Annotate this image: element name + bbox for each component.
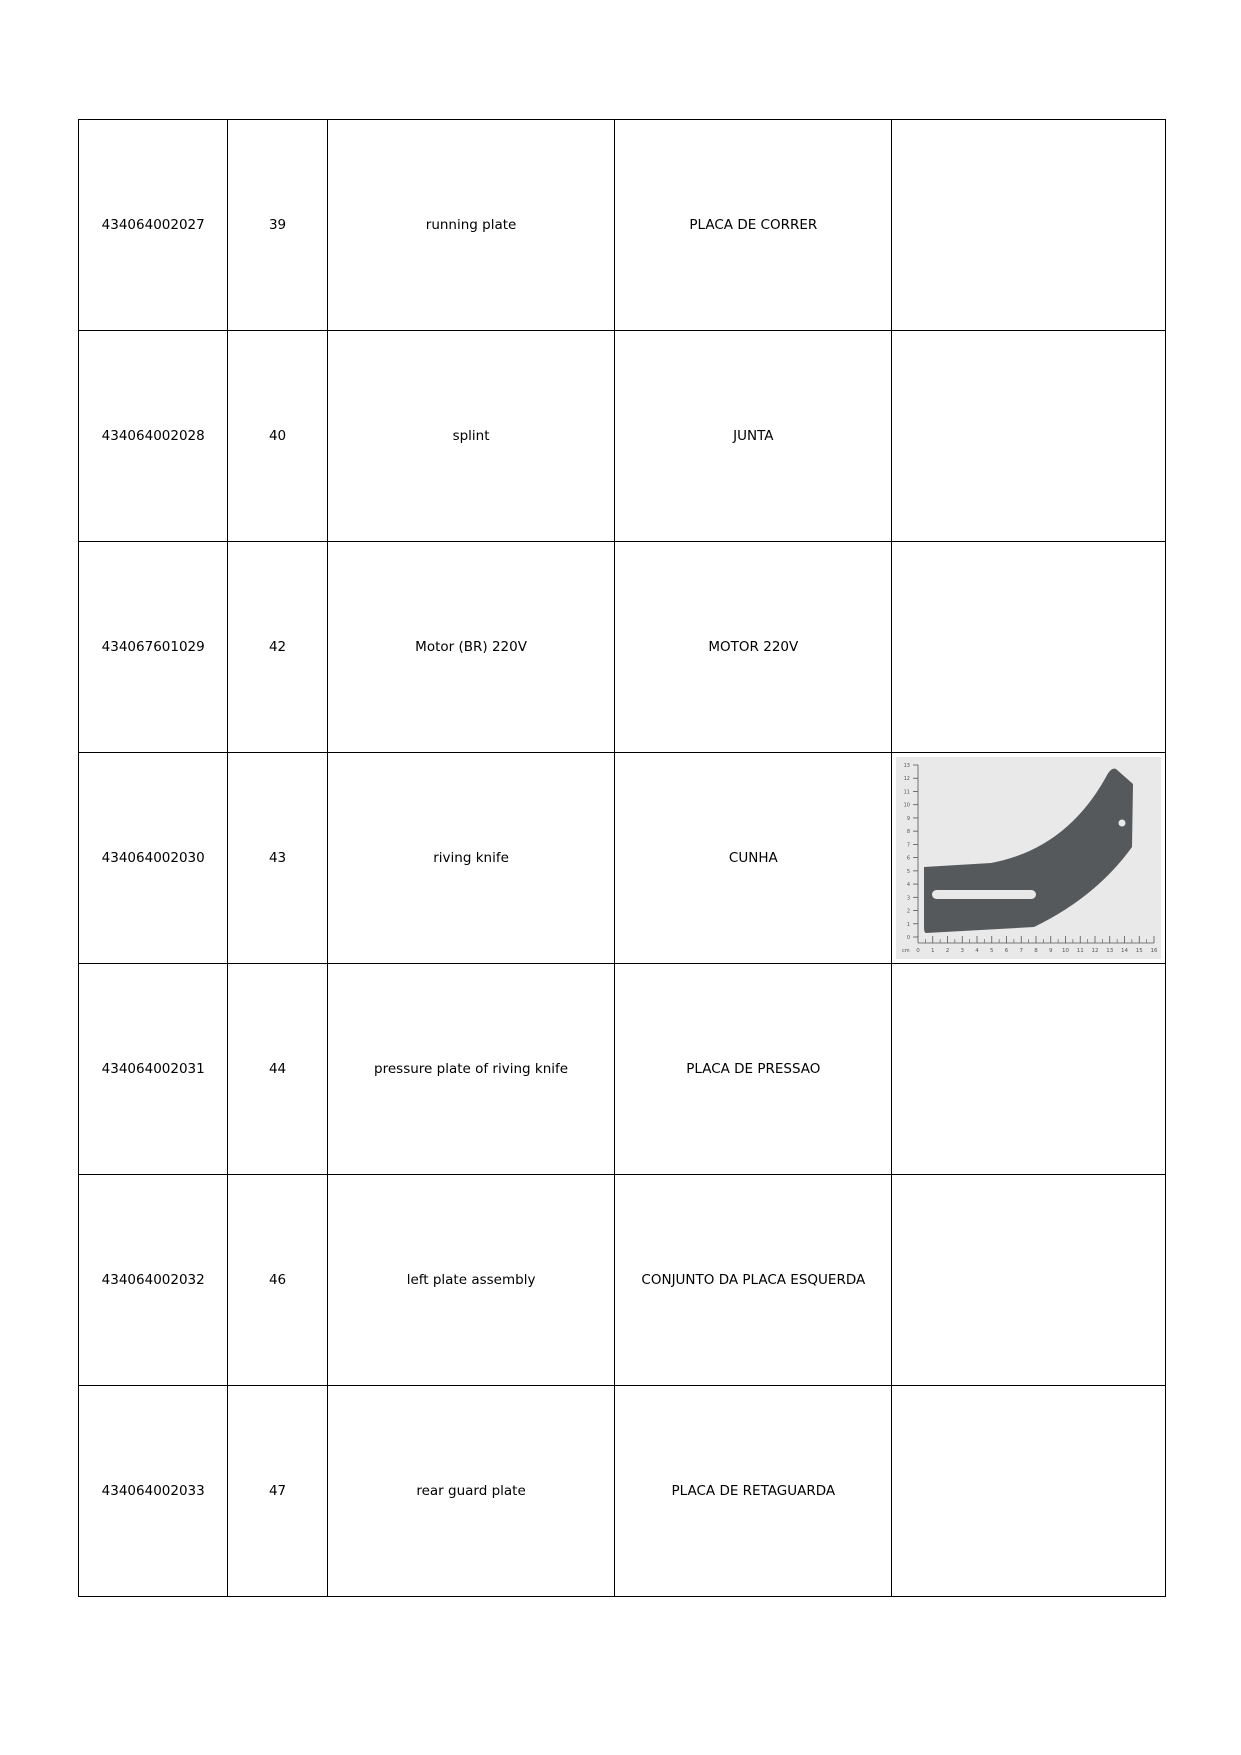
table-row (79, 120, 1166, 331)
riving-knife-image (896, 757, 1161, 959)
description-pt-cell: CUNHA (615, 753, 892, 964)
ruler-label: 12 (1091, 948, 1099, 954)
description-pt-cell: PLACA DE RETAGUARDA (615, 1386, 892, 1597)
position-cell: 39 (228, 120, 327, 331)
ruler-label: 8 (906, 829, 911, 836)
ruler-label: 7 (1019, 948, 1024, 954)
image-cell (892, 753, 1166, 964)
parts-table (78, 119, 1166, 1597)
ruler-label: 9 (1049, 948, 1053, 954)
ruler-label: 16 (1150, 948, 1158, 954)
ruler-label: 3 (960, 948, 965, 954)
ruler-label: 4 (975, 948, 979, 954)
part-code-cell: 434064002028 (79, 331, 228, 542)
table-row (79, 542, 1166, 753)
image-cell (892, 964, 1166, 1175)
description-en-cell: left plate assembly (327, 1175, 615, 1386)
ruler-label: 10 (903, 802, 911, 809)
ruler-label: 6 (1004, 948, 1009, 954)
image-cell (892, 331, 1166, 542)
position-cell: 44 (228, 964, 327, 1175)
ruler-label: 13 (1106, 948, 1114, 954)
part-code-cell: 434064002032 (79, 1175, 228, 1386)
ruler-label: 8 (1034, 948, 1038, 954)
ruler-label: 7 (906, 842, 911, 849)
ruler-label: 2 (906, 908, 911, 915)
ruler-label: 3 (906, 895, 911, 902)
ruler-unit: cm (902, 948, 910, 954)
position-cell: 42 (228, 542, 327, 753)
ruler-label: 9 (906, 815, 911, 822)
description-en-cell: splint (327, 331, 615, 542)
ruler-label: 2 (945, 948, 950, 954)
table-row (79, 1175, 1166, 1386)
table-row (79, 331, 1166, 542)
part-code-cell: 434064002027 (79, 120, 228, 331)
table-row (79, 964, 1166, 1175)
description-pt-cell: CONJUNTO DA PLACA ESQUERDA (615, 1175, 892, 1386)
ruler-label: 6 (906, 855, 911, 862)
position-cell: 47 (228, 1386, 327, 1597)
table-row (79, 1386, 1166, 1597)
image-cell (892, 120, 1166, 331)
table-row (79, 753, 1166, 964)
description-en-cell: running plate (327, 120, 615, 331)
part-code-cell: 434064002030 (79, 753, 228, 964)
ruler-label: 1 (906, 921, 911, 928)
description-en-cell: Motor (BR) 220V (327, 542, 615, 753)
position-cell: 43 (228, 753, 327, 964)
image-cell (892, 1175, 1166, 1386)
ruler-label: 12 (903, 776, 911, 783)
description-pt-cell: PLACA DE CORRER (615, 120, 892, 331)
ruler-label: 14 (1121, 948, 1129, 954)
ruler-label: 1 (931, 948, 935, 954)
description-pt-cell: PLACA DE PRESSAO (615, 964, 892, 1175)
plate-slot (932, 890, 1036, 899)
ruler-label: 5 (906, 868, 911, 875)
part-code-cell: 434064002031 (79, 964, 228, 1175)
ruler-label: 4 (906, 882, 911, 889)
ruler-label: 0 (916, 948, 920, 954)
ruler-label: 0 (906, 935, 911, 941)
description-en-cell: rear guard plate (327, 1386, 615, 1597)
ruler-label: 13 (903, 763, 911, 769)
description-pt-cell: JUNTA (615, 331, 892, 542)
description-en-cell: pressure plate of riving knife (327, 964, 615, 1175)
ruler-label: 15 (1135, 948, 1143, 954)
part-code-cell: 434064002033 (79, 1386, 228, 1597)
image-cell (892, 1386, 1166, 1597)
ruler-label: 10 (1062, 948, 1070, 954)
plate-hole (1119, 820, 1126, 827)
description-pt-cell: MOTOR 220V (615, 542, 892, 753)
description-en-cell: riving knife (327, 753, 615, 964)
ruler-label: 11 (1076, 948, 1084, 954)
image-cell (892, 542, 1166, 753)
ruler-label: 11 (903, 789, 911, 796)
part-code-cell: 434067601029 (79, 542, 228, 753)
ruler-label: 5 (990, 948, 994, 954)
riving-knife-photo (896, 757, 1161, 959)
position-cell: 40 (228, 331, 327, 542)
position-cell: 46 (228, 1175, 327, 1386)
